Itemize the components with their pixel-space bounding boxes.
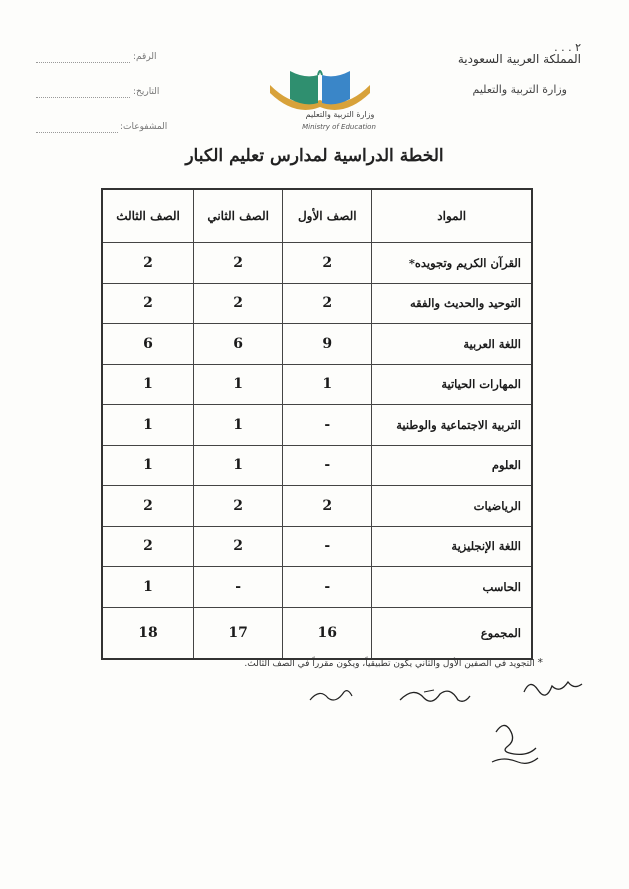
grade-1-cell: 1 xyxy=(283,364,372,405)
grade-3-cell: 2 xyxy=(102,526,194,567)
logo-arabic-text: وزارة التربية والتعليم xyxy=(305,110,375,119)
table-row xyxy=(102,486,532,527)
grade-2-cell: 2 xyxy=(194,243,283,284)
subject-cell: اللغة الإنجليزية xyxy=(372,526,532,567)
grade-1-cell: 2 xyxy=(283,243,372,284)
grade-3-cell: 6 xyxy=(102,324,194,365)
subject-cell: التربية الاجتماعية والوطنية xyxy=(372,405,532,446)
field-attachments-line xyxy=(36,132,118,133)
header-grade-3: الصف الثالث xyxy=(102,189,194,243)
grade-1-cell: 2 xyxy=(283,283,372,324)
grade-3-cell: 1 xyxy=(102,445,194,486)
subject-cell: العلوم xyxy=(372,445,532,486)
table-total-row xyxy=(102,607,532,659)
field-number-line xyxy=(36,62,130,63)
total-grade-1-cell: 16 xyxy=(283,607,372,659)
footnote-text: التجويد في الصفين الأول والثاني يكون تطبيقياً، ويكون مقرراً في الصف الثالث. xyxy=(244,659,535,669)
total-grade-3-cell: 18 xyxy=(102,607,194,659)
grade-1-cell: 9 xyxy=(283,324,372,365)
footnote xyxy=(244,656,543,669)
grade-3-cell: 1 xyxy=(102,567,194,608)
header-code: ٢ . . . xyxy=(554,41,581,54)
table-row xyxy=(102,445,532,486)
grade-2-cell: 2 xyxy=(194,526,283,567)
grade-2-cell: 1 xyxy=(194,364,283,405)
subject-cell: التوحيد والحديث والفقه xyxy=(372,283,532,324)
table-row xyxy=(102,243,532,284)
grade-1-cell: - xyxy=(283,405,372,446)
grade-2-cell: 6 xyxy=(194,324,283,365)
subject-cell: الرياضيات xyxy=(372,486,532,527)
grade-2-cell: 2 xyxy=(194,486,283,527)
signature-stamp-icon xyxy=(484,718,544,768)
ministry-name: وزارة التربية والتعليم xyxy=(472,83,567,96)
subject-cell: القرآن الكريم وتجويده* xyxy=(372,243,532,284)
signature-3-icon xyxy=(306,684,356,708)
grade-1-cell: - xyxy=(283,567,372,608)
grade-3-cell: 1 xyxy=(102,364,194,405)
grade-1-cell: - xyxy=(283,526,372,567)
grade-2-cell: 1 xyxy=(194,445,283,486)
study-plan-table xyxy=(101,188,533,660)
grade-1-cell: 2 xyxy=(283,486,372,527)
header-grade-1: الصف الأول xyxy=(283,189,372,243)
total-grade-2-cell: 17 xyxy=(194,607,283,659)
kingdom-name: المملكة العربية السعودية xyxy=(457,52,581,66)
table-header-row xyxy=(102,189,532,243)
grade-3-cell: 2 xyxy=(102,486,194,527)
logo-english-text: Ministry of Education xyxy=(302,123,376,131)
grade-3-cell: 2 xyxy=(102,243,194,284)
subject-cell: اللغة العربية xyxy=(372,324,532,365)
field-attachments-label: المشفوعات: xyxy=(120,122,168,132)
table-row xyxy=(102,324,532,365)
table-row xyxy=(102,364,532,405)
signature-2-icon xyxy=(394,682,474,710)
footnote-star: * xyxy=(537,656,543,669)
grade-1-cell: - xyxy=(283,445,372,486)
table-row xyxy=(102,405,532,446)
subject-cell: الحاسب xyxy=(372,567,532,608)
table-row xyxy=(102,567,532,608)
grade-3-cell: 2 xyxy=(102,283,194,324)
grade-2-cell: - xyxy=(194,567,283,608)
total-label-cell: المجموع xyxy=(372,607,532,659)
header-grade-2: الصف الثاني xyxy=(194,189,283,243)
field-date-line xyxy=(36,97,130,98)
grade-3-cell: 1 xyxy=(102,405,194,446)
grade-2-cell: 2 xyxy=(194,283,283,324)
grade-2-cell: 1 xyxy=(194,405,283,446)
table-row xyxy=(102,283,532,324)
field-number-label: الرقم: xyxy=(133,52,157,62)
page-title: الخطة الدراسية لمدارس تعليم الكبار xyxy=(185,146,444,166)
field-date-label: التاريخ: xyxy=(133,87,160,97)
table-row xyxy=(102,526,532,567)
signature-1-icon xyxy=(520,672,590,702)
subject-cell: المهارات الحياتية xyxy=(372,364,532,405)
header-subject: المواد xyxy=(372,189,532,243)
